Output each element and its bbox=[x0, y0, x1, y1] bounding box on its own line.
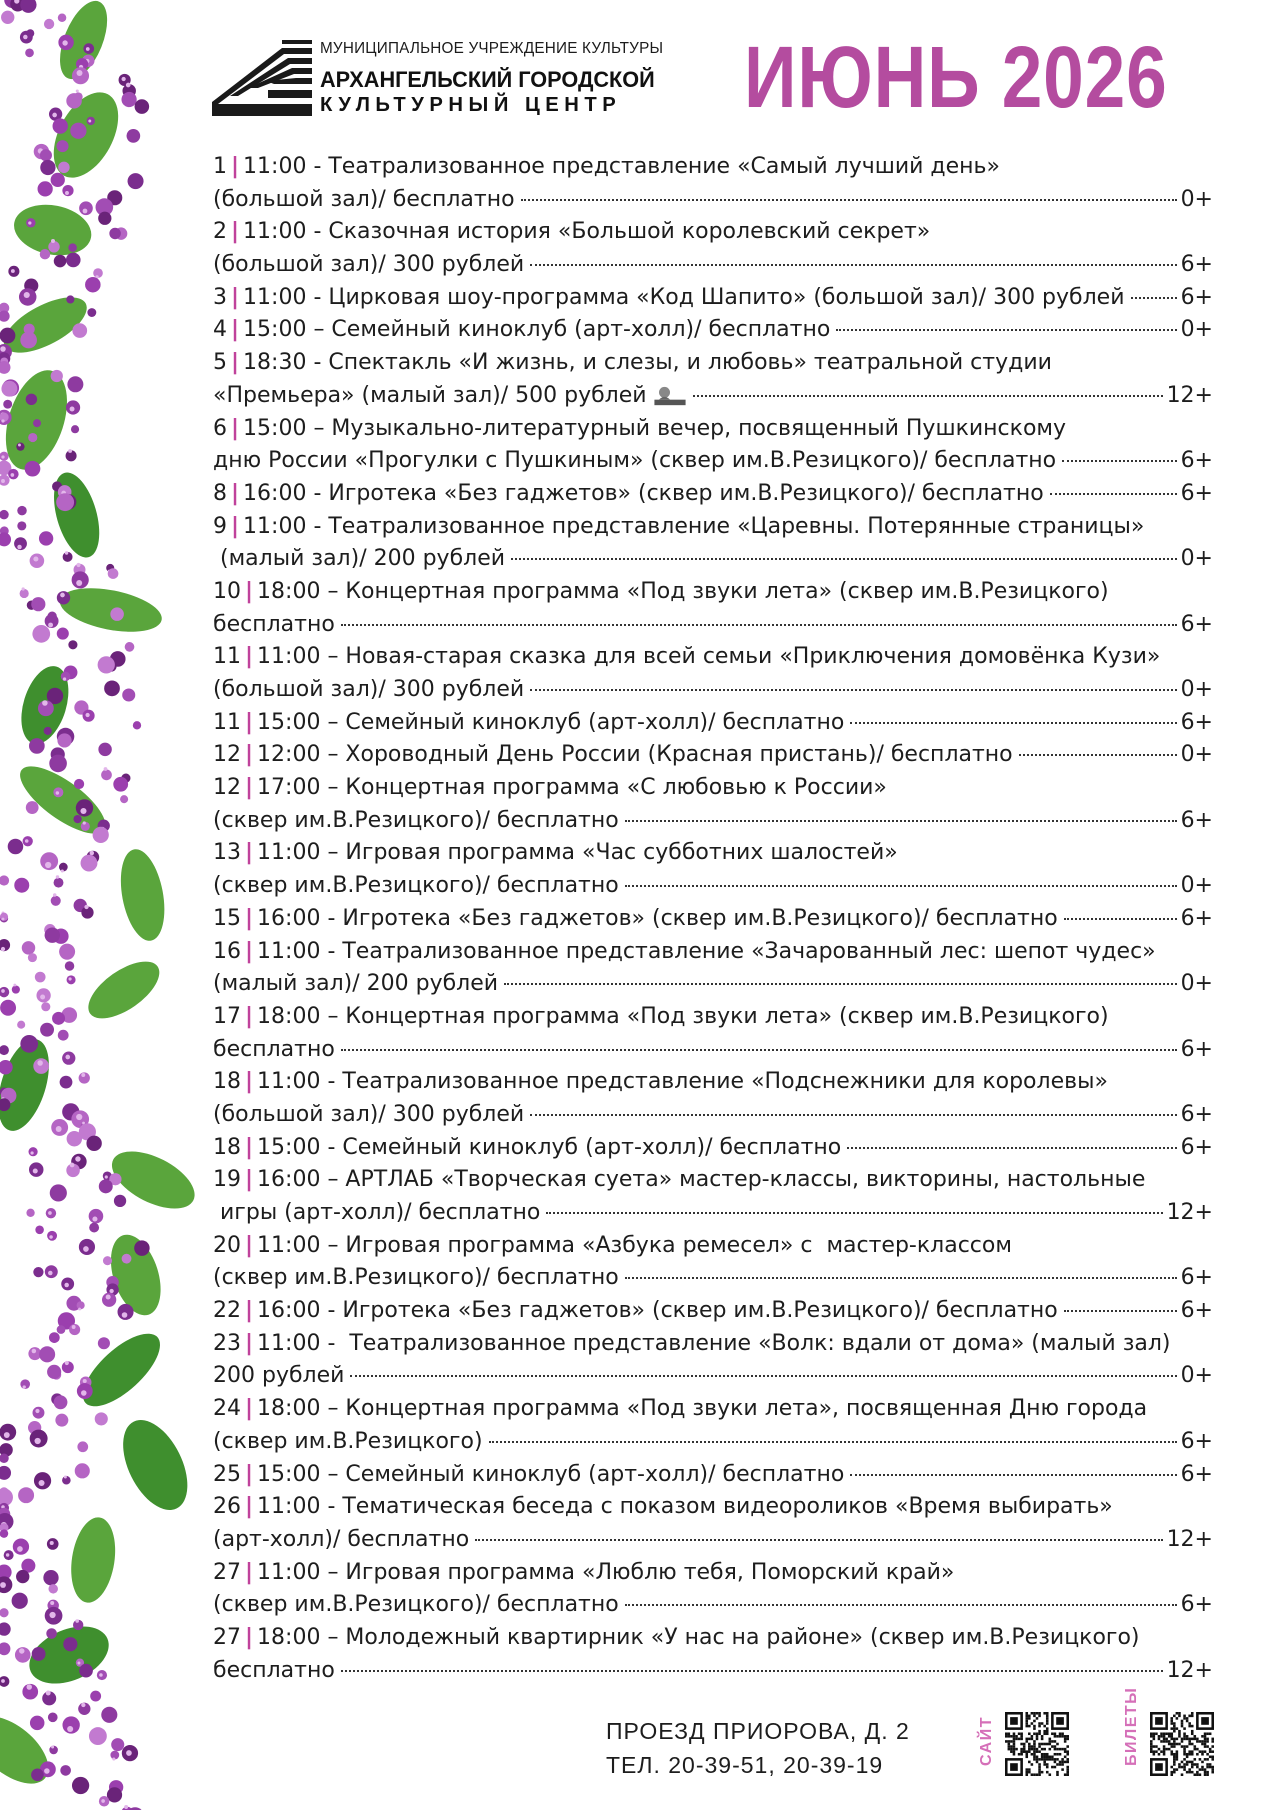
event-line-text bbox=[213, 1459, 844, 1492]
event-item bbox=[213, 936, 1213, 1001]
event-item bbox=[213, 1557, 1213, 1622]
event-line bbox=[213, 1328, 1213, 1361]
event-line-text bbox=[213, 151, 1000, 184]
event-line-text bbox=[213, 1655, 335, 1688]
dot-leader bbox=[475, 1539, 1162, 1541]
event-day: 27 bbox=[213, 1624, 241, 1650]
age-rating: 0+ bbox=[1180, 1363, 1213, 1389]
event-description: 16:00 - Игротека «Без гаджетов» (сквер им.В.Резицкого)/ бесплатно bbox=[257, 905, 1058, 931]
age-rating: 6+ bbox=[1180, 905, 1213, 931]
event-day: 22 bbox=[213, 1298, 241, 1324]
dot-leader bbox=[625, 820, 1177, 822]
event-line-text bbox=[213, 707, 844, 740]
event-line bbox=[213, 1197, 1213, 1230]
event-line bbox=[213, 445, 1213, 478]
address: ПРОЕЗД ПРИОРОВА, Д. 2 bbox=[606, 1718, 910, 1744]
event-line-text bbox=[213, 968, 498, 1001]
event-description: 12:00 – Хороводный День России (Красная пристань)/ бесплатно bbox=[257, 742, 1013, 768]
event-line bbox=[213, 282, 1213, 315]
event-line-text bbox=[213, 1524, 469, 1557]
day-separator: | bbox=[245, 1461, 254, 1487]
day-separator: | bbox=[245, 1069, 254, 1095]
dot-leader bbox=[341, 1049, 1177, 1051]
dot-leader bbox=[504, 983, 1177, 985]
event-item bbox=[213, 707, 1213, 740]
event-description: 11:00 - Театрализованное представление «Самый лучший день» bbox=[243, 154, 1000, 179]
event-item bbox=[213, 1459, 1213, 1492]
age-rating: 6+ bbox=[1180, 480, 1213, 506]
event-line-text bbox=[213, 1589, 619, 1622]
age-rating: 0+ bbox=[1180, 186, 1213, 212]
age-rating: 0+ bbox=[1180, 971, 1213, 997]
event-line bbox=[213, 1426, 1213, 1459]
day-separator: | bbox=[245, 905, 254, 931]
dot-leader bbox=[1019, 754, 1177, 756]
event-description: 18:30 - Спектакль «И жизнь, и слезы, и любовь» театральной студии bbox=[243, 350, 1052, 376]
event-line-text bbox=[213, 511, 1144, 544]
event-item bbox=[213, 314, 1213, 347]
event-line bbox=[213, 511, 1213, 544]
event-line-text bbox=[213, 543, 505, 576]
age-rating: 0+ bbox=[1180, 742, 1213, 768]
dot-leader bbox=[693, 395, 1163, 397]
event-line-text bbox=[213, 739, 1013, 772]
dot-leader bbox=[350, 1375, 1176, 1377]
age-rating: 6+ bbox=[1180, 1428, 1213, 1454]
event-day: 26 bbox=[213, 1494, 241, 1520]
event-line bbox=[213, 249, 1213, 282]
dot-leader bbox=[530, 689, 1176, 691]
event-line bbox=[213, 1589, 1213, 1622]
event-description: 200 рублей bbox=[213, 1363, 345, 1389]
event-description: 11:00 - Театрализованное представление «Царевны. Потерянные страницы» bbox=[243, 513, 1145, 539]
event-line bbox=[213, 1132, 1213, 1165]
site-label: САЙТ bbox=[978, 1716, 995, 1766]
lilac-decoration bbox=[0, 0, 210, 1810]
event-day: 17 bbox=[213, 1003, 241, 1029]
age-rating: 6+ bbox=[1180, 1101, 1213, 1127]
day-separator: | bbox=[245, 840, 254, 866]
org-line-3: КУЛЬТУРНЫЙ ЦЕНТР bbox=[320, 93, 622, 116]
day-separator: | bbox=[245, 742, 254, 768]
event-item bbox=[213, 1295, 1213, 1328]
day-separator: | bbox=[231, 317, 240, 343]
event-line bbox=[213, 1034, 1213, 1067]
event-description: (большой зал)/ бесплатно bbox=[213, 186, 515, 212]
event-day: 25 bbox=[213, 1461, 241, 1487]
event-item bbox=[213, 1491, 1213, 1556]
event-line bbox=[213, 1524, 1213, 1557]
event-line-text bbox=[213, 1132, 841, 1165]
dot-leader bbox=[530, 264, 1176, 266]
age-rating: 12+ bbox=[1166, 1200, 1213, 1225]
dot-leader bbox=[850, 722, 1176, 724]
age-rating: 12+ bbox=[1166, 382, 1213, 408]
event-item bbox=[213, 511, 1213, 576]
event-day: 11 bbox=[213, 709, 241, 735]
event-line bbox=[213, 1066, 1213, 1099]
event-line bbox=[213, 478, 1213, 511]
event-line bbox=[213, 1491, 1213, 1524]
event-description: 15:00 – Музыкально-литературный вечер, посвященный Пушкинскому bbox=[243, 415, 1067, 441]
event-line bbox=[213, 1099, 1213, 1132]
dot-leader bbox=[1062, 460, 1176, 462]
event-day: 15 bbox=[213, 905, 241, 931]
day-separator: | bbox=[245, 709, 254, 735]
event-day: 5 bbox=[213, 350, 227, 376]
day-separator: | bbox=[231, 219, 240, 245]
day-separator: | bbox=[245, 1167, 254, 1193]
event-description: 11:00 - Цирковая шоу-программа «Код Шапито» (большой зал)/ 300 рублей bbox=[243, 284, 1125, 310]
event-line-text bbox=[213, 837, 898, 870]
event-day: 20 bbox=[213, 1232, 241, 1258]
day-separator: | bbox=[245, 938, 254, 964]
event-line bbox=[213, 543, 1213, 576]
event-item bbox=[213, 1132, 1213, 1165]
day-separator: | bbox=[245, 1330, 254, 1356]
event-line-text bbox=[213, 1295, 1058, 1328]
event-description: 16:00 – АРТЛАБ «Творческая суета» мастер-классы, викторины, настольные bbox=[257, 1167, 1146, 1193]
event-line bbox=[213, 837, 1213, 870]
dot-leader bbox=[1131, 297, 1177, 299]
event-description: 18:00 – Концертная программа «Под звуки лета», посвященная Дню города bbox=[257, 1396, 1148, 1422]
event-day: 2 bbox=[213, 219, 227, 245]
age-rating: 6+ bbox=[1180, 709, 1213, 735]
day-separator: | bbox=[245, 1298, 254, 1324]
event-description: дню России «Прогулки с Пушкиным» (сквер им.В.Резицкого)/ бесплатно bbox=[213, 448, 1057, 474]
event-line bbox=[213, 1393, 1213, 1426]
age-rating: 6+ bbox=[1180, 1036, 1213, 1062]
org-line-2: АРХАНГЕЛЬСКИЙ ГОРОДСКОЙ bbox=[320, 67, 655, 92]
age-rating: 6+ bbox=[1180, 1265, 1213, 1291]
event-day: 11 bbox=[213, 644, 241, 670]
event-line-text bbox=[213, 936, 1156, 969]
event-description: (малый зал)/ 200 рублей bbox=[213, 971, 499, 997]
event-description: 18:00 – Молодежный квартирник «У нас на районе» (сквер им.В.Резицкого) bbox=[257, 1624, 1140, 1650]
dot-leader bbox=[511, 558, 1177, 560]
event-line bbox=[213, 772, 1213, 805]
event-line-text bbox=[213, 478, 1044, 511]
day-separator: | bbox=[245, 1624, 254, 1650]
event-day: 9 bbox=[213, 513, 227, 539]
dot-leader bbox=[847, 1147, 1176, 1149]
event-line-text bbox=[213, 1328, 1171, 1361]
phone-numbers: ТЕЛ. 20-39-51, 20-39-19 bbox=[606, 1752, 884, 1778]
event-description: (сквер им.В.Резицкого)/ бесплатно bbox=[213, 1592, 619, 1618]
age-rating: 6+ bbox=[1180, 1134, 1213, 1160]
dot-leader bbox=[1064, 918, 1177, 920]
event-schedule bbox=[213, 151, 1213, 1687]
event-description: (сквер им.В.Резицкого)/ бесплатно bbox=[213, 807, 619, 833]
event-line-text bbox=[213, 380, 687, 413]
day-separator: | bbox=[245, 1232, 254, 1258]
event-line-text bbox=[213, 1230, 1012, 1263]
dot-leader bbox=[1064, 1310, 1177, 1312]
event-day: 19 bbox=[213, 1167, 241, 1193]
event-line-text bbox=[213, 1360, 344, 1393]
tickets-label: БИЛЕТЫ bbox=[1123, 1686, 1140, 1766]
event-item bbox=[213, 1066, 1213, 1131]
age-rating: 0+ bbox=[1180, 317, 1213, 343]
event-line-text bbox=[213, 903, 1058, 936]
event-item bbox=[213, 282, 1213, 315]
event-description: (сквер им.В.Резицкого)/ бесплатно bbox=[213, 1265, 619, 1291]
age-rating: 0+ bbox=[1180, 873, 1213, 899]
day-separator: | bbox=[231, 154, 240, 179]
qr-code-tickets[interactable] bbox=[1150, 1712, 1214, 1776]
event-line bbox=[213, 184, 1213, 217]
dot-leader bbox=[625, 1277, 1177, 1279]
event-description: 17:00 – Концертная программа «С любовью к России» bbox=[257, 775, 887, 801]
event-line-text bbox=[213, 1099, 524, 1132]
event-line-text bbox=[213, 641, 1160, 674]
event-line-text bbox=[213, 1262, 619, 1295]
month-title: ИЮНЬ 2026 bbox=[744, 29, 1168, 126]
event-day: 6 bbox=[213, 415, 227, 441]
age-rating: 0+ bbox=[1180, 677, 1213, 702]
dot-leader bbox=[836, 329, 1176, 331]
event-item bbox=[213, 1230, 1213, 1295]
event-item bbox=[213, 478, 1213, 511]
day-separator: | bbox=[245, 1494, 254, 1520]
event-line-text bbox=[213, 249, 524, 282]
event-item bbox=[213, 151, 1213, 216]
event-line-text bbox=[213, 314, 830, 347]
event-line-text bbox=[213, 870, 619, 903]
event-line bbox=[213, 380, 1213, 413]
dot-leader bbox=[530, 1114, 1176, 1116]
event-description: 11:00 – Игровая программа «Азбука ремесел» с мастер-классом bbox=[257, 1232, 1012, 1258]
event-day: 27 bbox=[213, 1559, 241, 1585]
org-line-1: МУНИЦИПАЛЬНОЕ УЧРЕЖДЕНИЕ КУЛЬТУРЫ bbox=[320, 40, 664, 57]
day-separator: | bbox=[245, 1559, 254, 1585]
logo-mark-icon bbox=[208, 40, 316, 116]
event-item bbox=[213, 1328, 1213, 1393]
event-day: 18 bbox=[213, 1069, 241, 1095]
event-line bbox=[213, 968, 1213, 1001]
event-line bbox=[213, 870, 1213, 903]
event-line bbox=[213, 1164, 1213, 1197]
event-description: 11:00 – Игровая программа «Час субботних шалостей» bbox=[257, 840, 898, 866]
event-line-text bbox=[213, 1393, 1147, 1426]
event-line-text bbox=[213, 1001, 1109, 1034]
event-description: 11:00 – Игровая программа «Люблю тебя, Поморский край» bbox=[257, 1559, 955, 1585]
event-description: «Премьера» (малый зал)/ 500 рублей bbox=[213, 382, 647, 408]
event-description: 15:00 – Семейный киноклуб (арт-холл)/ бесплатно bbox=[257, 709, 845, 735]
event-line bbox=[213, 641, 1213, 674]
dot-leader bbox=[850, 1474, 1176, 1476]
event-line bbox=[213, 1262, 1213, 1295]
event-item bbox=[213, 413, 1213, 478]
event-line bbox=[213, 674, 1213, 707]
event-day: 16 bbox=[213, 938, 241, 964]
qr-code-site[interactable] bbox=[1005, 1712, 1069, 1776]
event-item bbox=[213, 1393, 1213, 1458]
event-item bbox=[213, 216, 1213, 281]
event-description: 11:00 - Театрализованное представление «Подснежники для королевы» bbox=[257, 1069, 1108, 1095]
event-line-text bbox=[213, 1491, 1113, 1524]
event-description: 15:00 – Семейный киноклуб (арт-холл)/ бесплатно bbox=[257, 1461, 845, 1487]
dot-leader bbox=[625, 885, 1177, 887]
event-line bbox=[213, 903, 1213, 936]
event-day: 24 bbox=[213, 1396, 241, 1422]
dot-leader bbox=[341, 624, 1177, 626]
event-line-text bbox=[213, 1557, 954, 1590]
event-description: 11:00 – Новая-старая сказка для всей семьи «Приключения домовёнка Кузи» bbox=[257, 644, 1161, 670]
event-description: бесплатно bbox=[213, 611, 335, 637]
event-day: 18 bbox=[213, 1134, 241, 1160]
event-description: (арт-холл)/ бесплатно bbox=[213, 1526, 470, 1552]
event-line bbox=[213, 151, 1213, 184]
pushkin-card-icon bbox=[653, 385, 687, 407]
event-item bbox=[213, 903, 1213, 936]
event-item bbox=[213, 347, 1213, 412]
event-description: (сквер им.В.Резицкого) bbox=[213, 1428, 483, 1454]
event-line-text bbox=[213, 184, 515, 217]
event-description: (большой зал)/ 300 рублей bbox=[213, 1101, 525, 1127]
dot-leader bbox=[546, 1212, 1162, 1214]
event-line-text bbox=[213, 576, 1109, 609]
age-rating: 6+ bbox=[1180, 611, 1213, 637]
event-day: 10 bbox=[213, 578, 241, 604]
event-line bbox=[213, 1230, 1213, 1263]
age-rating: 12+ bbox=[1166, 1526, 1213, 1552]
event-line bbox=[213, 413, 1213, 446]
event-description: 15:00 - Семейный киноклуб (арт-холл)/ бесплатно bbox=[257, 1134, 842, 1160]
event-line bbox=[213, 1655, 1213, 1688]
event-line bbox=[213, 1459, 1213, 1492]
day-separator: | bbox=[231, 284, 240, 310]
event-description: (малый зал)/ 200 рублей bbox=[213, 546, 506, 572]
event-line bbox=[213, 609, 1213, 642]
event-line-text bbox=[213, 1164, 1145, 1197]
age-rating: 6+ bbox=[1180, 448, 1213, 474]
organization-logo bbox=[208, 40, 678, 118]
event-description: (большой зал)/ 300 рублей bbox=[213, 677, 525, 702]
event-day: 1 bbox=[213, 154, 227, 179]
event-day: 3 bbox=[213, 284, 227, 310]
event-description: 15:00 – Семейный киноклуб (арт-холл)/ бесплатно bbox=[243, 317, 831, 343]
day-separator: | bbox=[231, 350, 240, 376]
event-description: 11:00 - Театрализованное представление «Волк: вдали от дома» (малый зал) bbox=[257, 1330, 1171, 1356]
event-description: бесплатно bbox=[213, 1657, 335, 1683]
event-line-text bbox=[213, 805, 619, 838]
age-rating: 6+ bbox=[1180, 807, 1213, 833]
day-separator: | bbox=[231, 415, 240, 441]
event-day: 12 bbox=[213, 742, 241, 768]
event-line-text bbox=[213, 216, 930, 249]
event-description: 11:00 - Тематическая беседа с показом видеороликов «Время выбирать» bbox=[257, 1494, 1113, 1520]
event-line bbox=[213, 739, 1213, 772]
age-rating: 6+ bbox=[1180, 1461, 1213, 1487]
day-separator: | bbox=[245, 1396, 254, 1422]
event-line-text bbox=[213, 445, 1056, 478]
event-day: 8 bbox=[213, 480, 227, 506]
event-line-text bbox=[213, 1622, 1140, 1655]
event-item bbox=[213, 1001, 1213, 1066]
event-description: игры (арт-холл)/ бесплатно bbox=[213, 1200, 541, 1225]
age-rating: 6+ bbox=[1180, 1298, 1213, 1324]
day-separator: | bbox=[231, 513, 240, 539]
event-line bbox=[213, 707, 1213, 740]
age-rating: 6+ bbox=[1180, 1592, 1213, 1618]
day-separator: | bbox=[245, 1134, 254, 1160]
event-line-text bbox=[213, 772, 887, 805]
dot-leader bbox=[625, 1604, 1177, 1606]
event-item bbox=[213, 1164, 1213, 1229]
dot-leader bbox=[341, 1670, 1163, 1672]
day-separator: | bbox=[231, 480, 240, 506]
event-description: 16:00 - Игротека «Без гаджетов» (сквер им.В.Резицкого)/ бесплатно bbox=[257, 1298, 1058, 1324]
event-line-text bbox=[213, 1066, 1108, 1099]
event-line-text bbox=[213, 674, 524, 707]
dot-leader bbox=[489, 1441, 1177, 1443]
event-line-text bbox=[213, 347, 1052, 380]
day-separator: | bbox=[245, 644, 254, 670]
event-line-text bbox=[213, 1426, 483, 1459]
event-day: 4 bbox=[213, 317, 227, 343]
event-line-text bbox=[213, 1034, 335, 1067]
event-line bbox=[213, 1360, 1213, 1393]
day-separator: | bbox=[245, 1003, 254, 1029]
day-separator: | bbox=[245, 578, 254, 604]
event-item bbox=[213, 739, 1213, 772]
event-item bbox=[213, 837, 1213, 902]
event-description: 18:00 – Концертная программа «Под звуки лета» (сквер им.В.Резицкого) bbox=[257, 1003, 1109, 1029]
event-line bbox=[213, 1557, 1213, 1590]
event-line-text bbox=[213, 413, 1066, 446]
event-description: (сквер им.В.Резицкого)/ бесплатно bbox=[213, 873, 619, 899]
event-line bbox=[213, 1622, 1213, 1655]
event-description: 18:00 – Концертная программа «Под звуки лета» (сквер им.В.Резицкого) bbox=[257, 578, 1109, 604]
age-rating: 12+ bbox=[1166, 1657, 1213, 1683]
age-rating: 0+ bbox=[1180, 546, 1213, 572]
event-description: бесплатно bbox=[213, 1036, 335, 1062]
dot-leader bbox=[521, 199, 1177, 201]
event-line bbox=[213, 936, 1213, 969]
event-day: 12 bbox=[213, 775, 241, 801]
event-description: 11:00 - Сказочная история «Большой королевский секрет» bbox=[243, 219, 931, 245]
event-line bbox=[213, 805, 1213, 838]
event-line-text bbox=[213, 1197, 540, 1230]
event-description: 11:00 - Театрализованное представление «Зачарованный лес: шепот чудес» bbox=[257, 938, 1156, 964]
day-separator: | bbox=[245, 775, 254, 801]
age-rating: 6+ bbox=[1180, 284, 1213, 310]
event-item bbox=[213, 576, 1213, 641]
event-line bbox=[213, 314, 1213, 347]
event-line bbox=[213, 216, 1213, 249]
event-line bbox=[213, 576, 1213, 609]
event-item bbox=[213, 641, 1213, 706]
age-rating: 6+ bbox=[1180, 252, 1213, 278]
event-description: (большой зал)/ 300 рублей bbox=[213, 252, 525, 278]
event-day: 13 bbox=[213, 840, 241, 866]
event-line-text bbox=[213, 609, 335, 642]
event-line bbox=[213, 1001, 1213, 1034]
event-item bbox=[213, 772, 1213, 837]
event-line bbox=[213, 1295, 1213, 1328]
event-day: 23 bbox=[213, 1330, 241, 1356]
event-line-text bbox=[213, 282, 1125, 315]
event-description: 16:00 - Игротека «Без гаджетов» (сквер им.В.Резицкого)/ бесплатно bbox=[243, 480, 1044, 506]
event-item bbox=[213, 1622, 1213, 1687]
dot-leader bbox=[1050, 493, 1177, 495]
event-line bbox=[213, 347, 1213, 380]
